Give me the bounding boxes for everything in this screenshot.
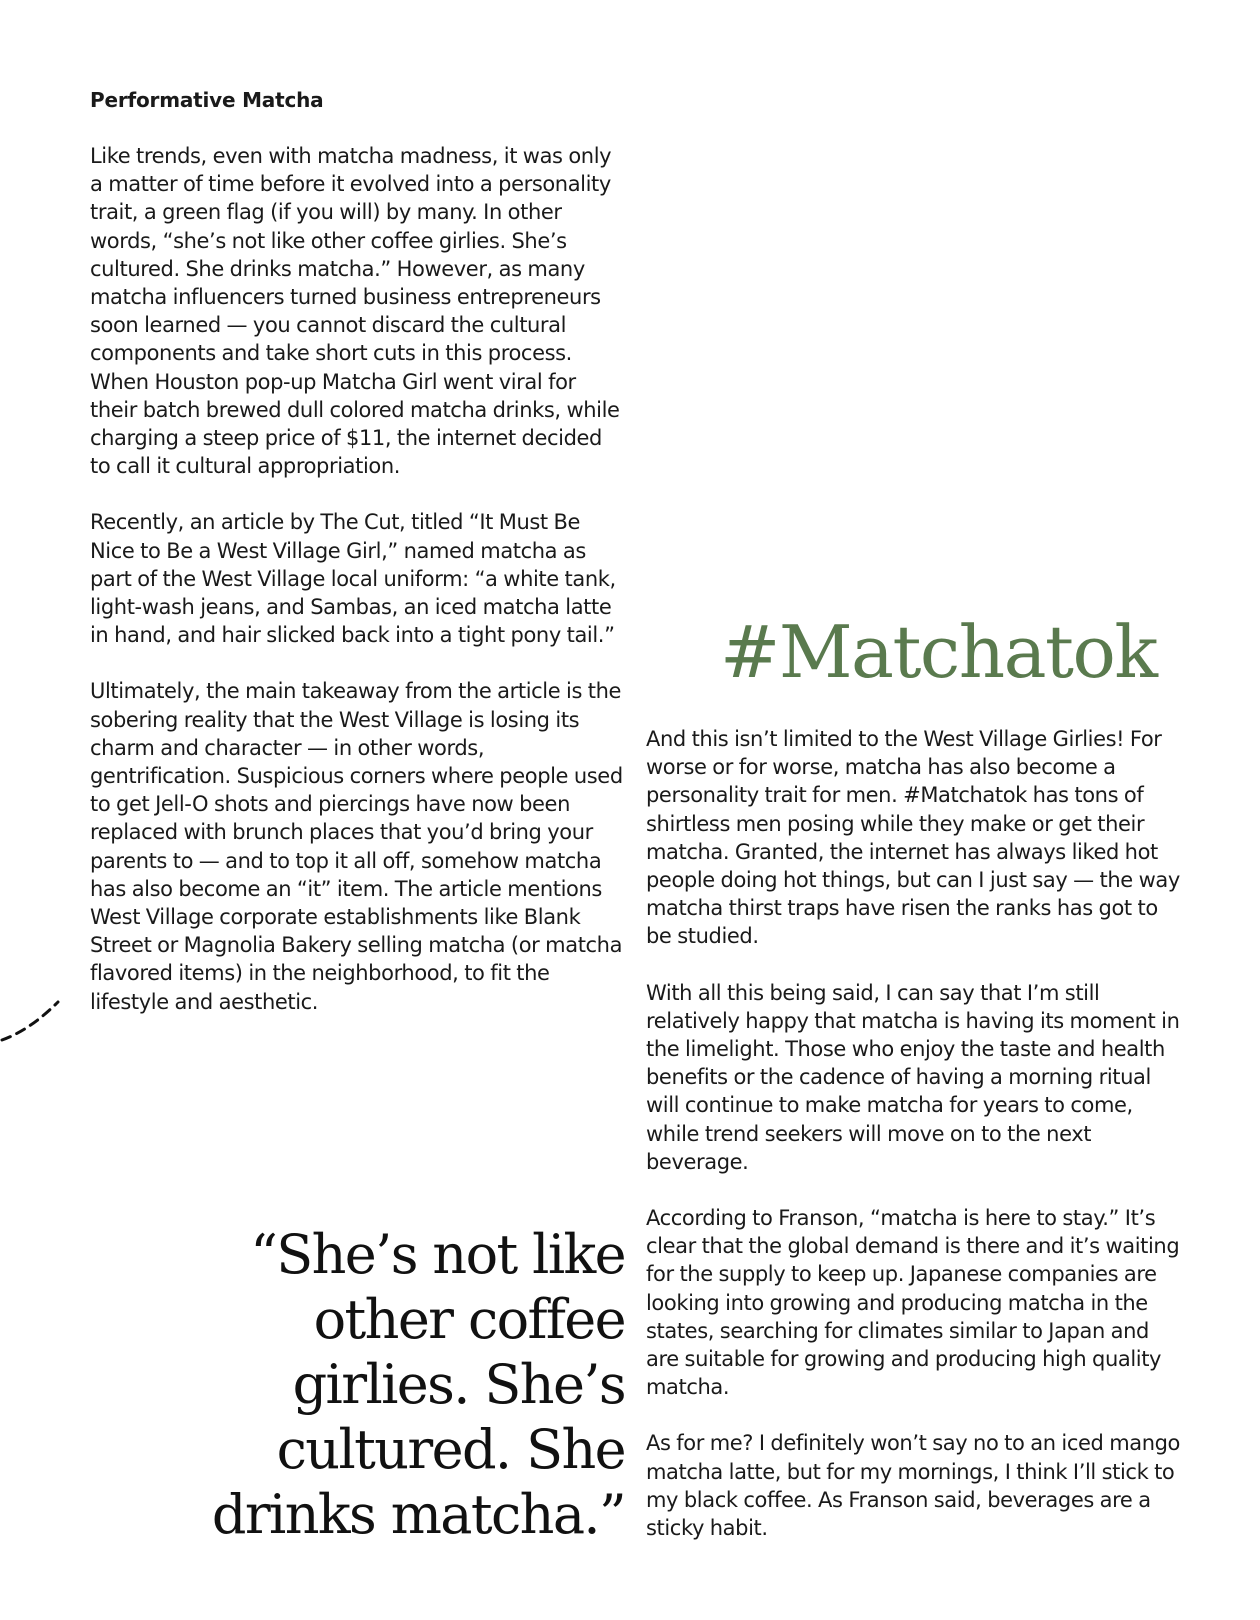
section-title-matchatok: #Matchatok <box>720 610 1157 694</box>
left-column <box>90 86 625 1044</box>
paragraph-right-3: According to Franson, “matcha is here to stay.” It’s clear that the global demand is there and it’s waiting for the supply to keep up. Japanese companies are looking into growing and producing matcha in the states, searching for climates similar to Japan and are suitable for growing and producing high quality matcha. <box>646 1206 1180 1400</box>
paragraph-left-3: Ultimately, the main takeaway from the article is the sobering reality that the West Village is losing its charm and character — in other words, gentrification. Suspicious corners where people used to get Jell-O shots and piercings have now been replaced with brunch places that you’d bring your parents to — and to top it all off, somehow matcha has also become an “it” item. The article mentions West Village corporate establishments like Blank Street or Magnolia Bakery selling matcha (or matcha flavored items) in the neighborhood, to fit the lifestyle and aesthetic. <box>90 679 623 1014</box>
pull-quote: “She’s not like other coffee girlies. She’s cultured. She drinks matcha.” <box>211 1223 625 1546</box>
paragraph-left-1: Like trends, even with matcha madness, it was only a matter of time before it evolved into a personality trait, a green flag (if you will) by many. In other words, “she’s not like other coffee girlies. She’s cultured. She drinks matcha.” However, as many matcha influencers turned business entrepreneurs soon learned — you cannot discard the cultural components and take short cuts in this process. When Houston pop-up Matcha Girl went viral for their batch brewed dull colored matcha drinks, while charging a steep price of $11, the internet decided to call it cultural appropriation. <box>90 144 620 479</box>
paragraph-right-1: And this isn’t limited to the West Village Girlies! For worse or for worse, matcha has also become a personality trait for men. #Matchatok has tons of shirtless men posing while they make or get their matcha. Granted, the internet has always liked hot people doing hot things, but can I just say — the way matcha thirst traps have risen the ranks has got to be studied. <box>646 727 1180 949</box>
dashed-line-decoration <box>0 990 70 1050</box>
paragraph-left-2: Recently, an article by The Cut, titled “It Must Be Nice to Be a West Village Girl,” named matcha as part of the West Village local uniform: “a white tank, light-wash jeans, and Sambas, an iced matcha latte in hand, and hair slicked back into a tight pony tail.” <box>90 510 616 648</box>
right-column <box>646 725 1186 1570</box>
paragraph-right-2: With all this being said, I can say that I’m still relatively happy that matcha is having its moment in the limelight. Those who enjoy the taste and health benefits or the cadence of having a morning ritual will continue to make matcha for years to come, while trend seekers will move on to the next beverage. <box>646 980 1180 1174</box>
article-heading: Performative Matcha <box>90 88 324 112</box>
paragraph-right-4: As for me? I definitely won’t say no to an iced mango matcha latte, but for my mornings, I think I’ll stick to my black coffee. As Franson said, beverages are a sticky habit. <box>646 1431 1181 1541</box>
